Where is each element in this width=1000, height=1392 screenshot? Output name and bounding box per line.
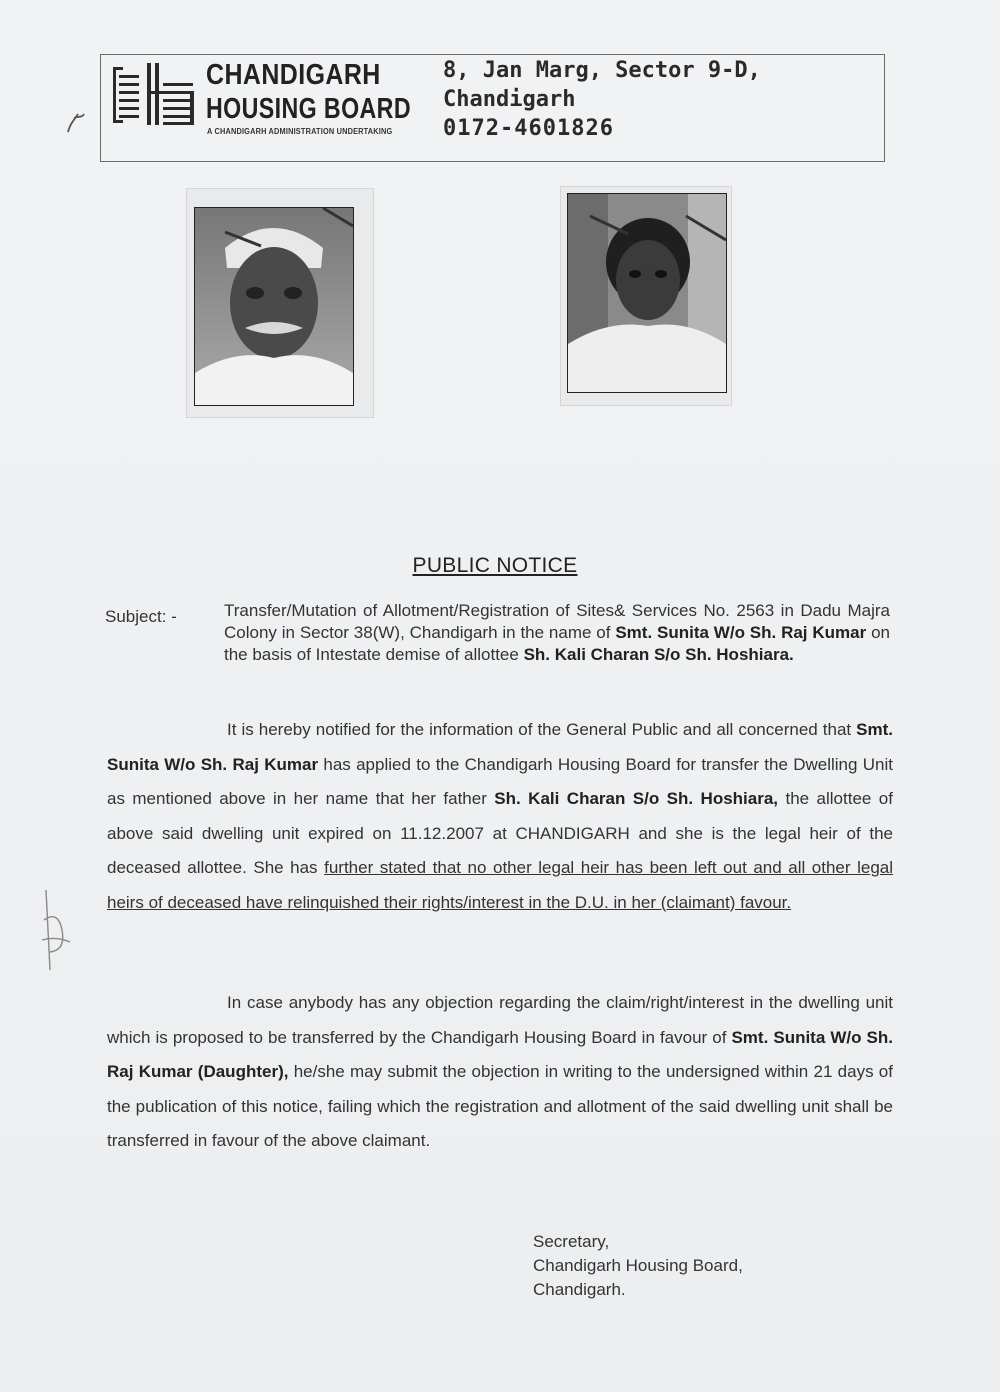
notice-paragraph-1: It is hereby notified for the information of the General Public and all concerned that Smt. Sunita W/o Sh. Raj Kumar has applied to the Chandigarh Housing Board for transfer the Dwelling Unit as mentioned above in her name that her father Sh. Kali Charan S/o Sh. Hoshiara, the allottee of above said dwelling unit expired on 11.12.2007 at CHANDIGARH and she is the legal heir of the deceased allottee. She has further stated that no other legal heir has been left out and all other legal heirs of deceased have relinquished their rights/interest in the D.U. in her (claimant) favour. <box>107 720 894 912</box>
signature-line3: Chandigarh. <box>533 1280 626 1299</box>
phone-number: 0172-4601826 <box>443 116 614 141</box>
org-tagline: A CHANDIGARH ADMINISTRATION UNDERTAKING <box>207 127 393 136</box>
chb-logo-icon <box>111 63 199 129</box>
subject-text: Transfer/Mutation of Allotment/Registration of Sites& Services No. 2563 in Dadu Majra Colony in Sector 38(W), Chandigarh in the name of Smt. Sunita W/o Sh. Raj Kumar on the basis of Intestate demise of allottee Sh. Kali Charan S/o Sh. Hoshiara. <box>224 601 890 664</box>
notice-title: PUBLIC NOTICE <box>412 554 578 577</box>
claimant-photo <box>567 193 727 393</box>
handwritten-mark-icon <box>60 100 90 140</box>
subject-label: Subject: - <box>105 607 177 626</box>
initials-scribble-icon <box>36 880 76 980</box>
allottee-photo <box>194 207 354 406</box>
signature-line1: Secretary, <box>533 1232 610 1251</box>
signature-line2: Chandigarh Housing Board, <box>533 1256 743 1275</box>
address-line2: Chandigarh <box>443 87 576 112</box>
signature-block <box>533 1230 743 1302</box>
org-name-line2: HOUSING BOARD <box>206 93 411 125</box>
letterhead <box>100 54 885 162</box>
address-line1: 8, Jan Marg, Sector 9-D, <box>443 58 761 83</box>
notice-paragraph-2: In case anybody has any objection regarding the claim/right/interest in the dwelling unit which is proposed to be transferred by the Chandigarh Housing Board in favour of Smt. Sunita W/o Sh. Raj Kumar (Daughter), he/she may submit the objection in writing to the undersigned within 21 days of the publication of this notice, failing which the registration and allotment of the said dwelling unit shall be transferred in favour of the above claimant. <box>107 993 893 1150</box>
org-name-line1: CHANDIGARH <box>206 59 381 91</box>
